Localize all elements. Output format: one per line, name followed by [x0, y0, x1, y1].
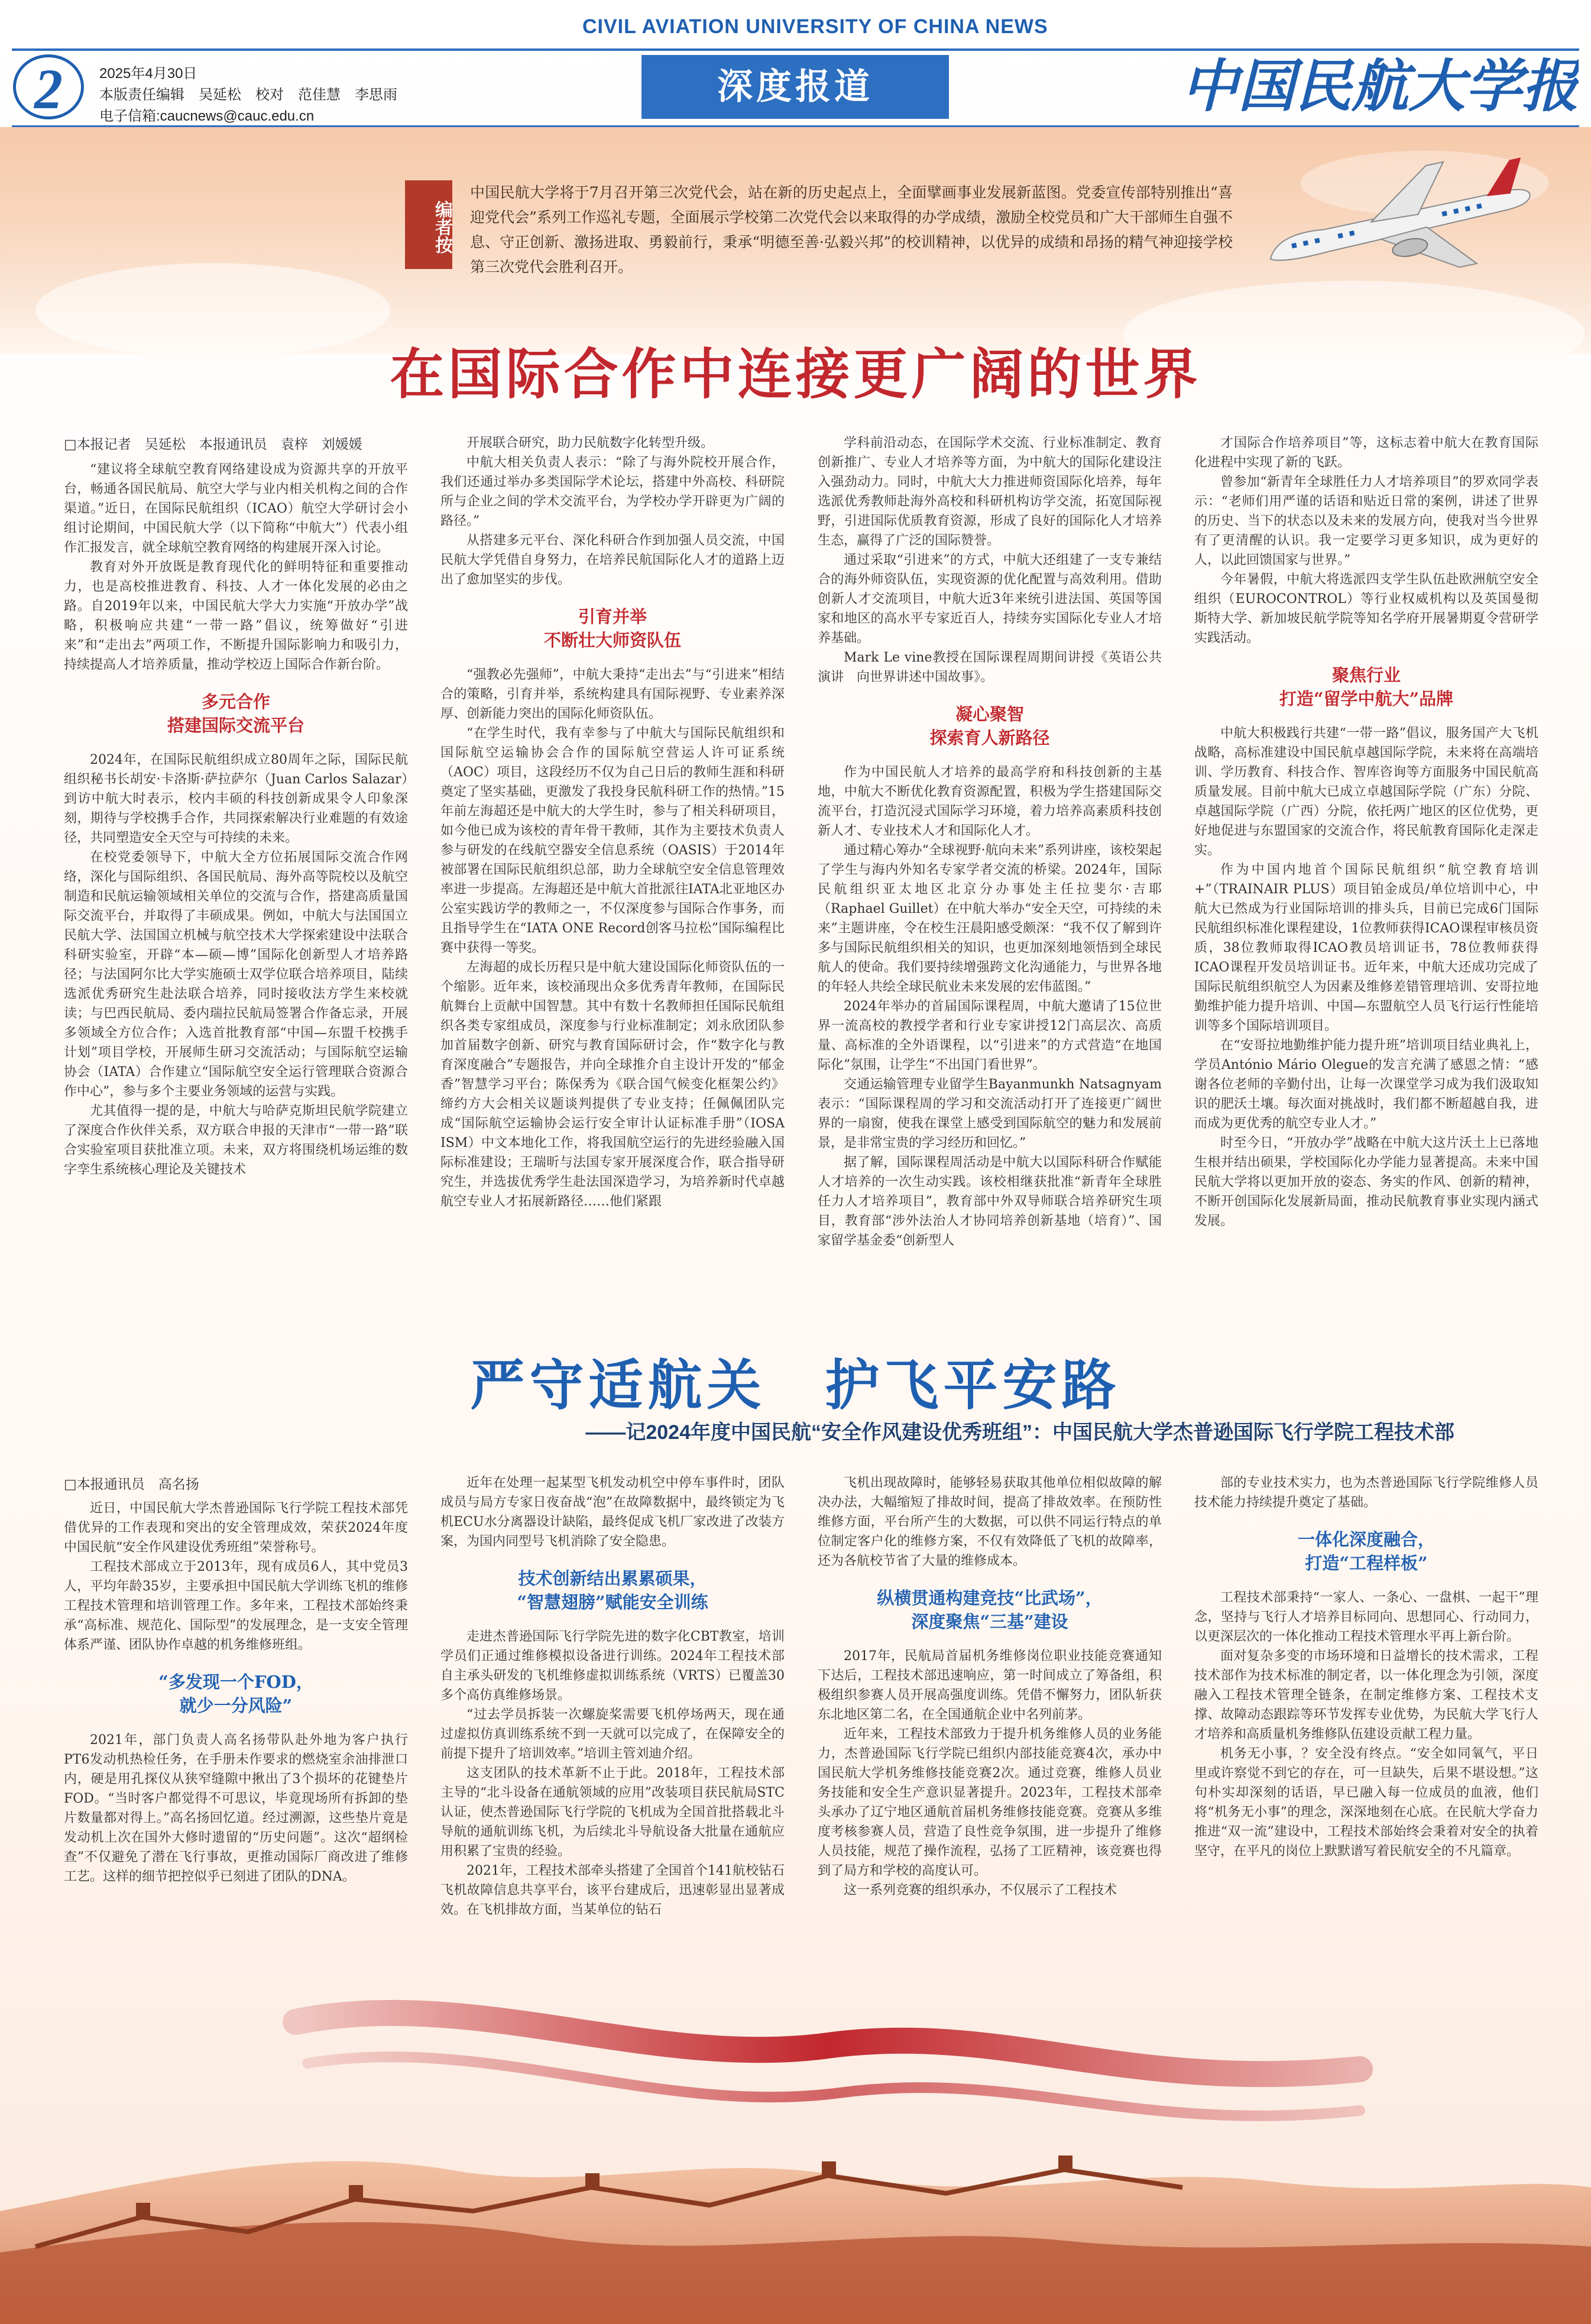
article2-subheading2: 技术创新结出累累硕果， “智慧翅膀”赋能安全训练	[517, 1568, 708, 1612]
paragraph: 据了解，国际课程周活动是中航大以国际科研合作赋能人才培养的一次生动实践。该校相继获批准“新青年全球胜任力人才培养项目”，教育部中外双导师联合培养研究生项目，教育部“涉外法治人才协同培养创新基地（培育）”、国家留学基金委“创新型人	[818, 1155, 1162, 1248]
article2-headline: 严守适航关 护飞平安路	[470, 1353, 1121, 1417]
paragraph: 中航大相关负责人表示：“除了与海外院校开展合作，我们还通过举办多类国际学术论坛，搭建中外高校、科研院所与企业之间的学术交流平台，为学校办学开辟更为广阔的路径。”	[440, 455, 785, 529]
paragraph: 交通运输管理专业留学生Bayanmunkh Natsagnyam表示：“国际课程周的学习和交流活动打开了连接更广阔世界的一扇窗，使我在课堂上感受到国际航空的魅力和发展前景，是非常宝贵的学习经历和回忆。”	[818, 1077, 1162, 1150]
paragraph: 曾参加“新青年全球胜任力人才培养项目”的罗欢同学表示：“老师们用严谨的话语和贴近日常的案例，讲述了世界的历史、当下的状态以及未来的发展方向，使我对当今世界有了更清醒的认识。我一定要学习更多知识，成为更好的人，以此回馈国家与世界。”	[1194, 475, 1538, 568]
article1-headline: 在国际合作中连接更广阔的世界	[390, 342, 1201, 406]
paragraph: 今年暑假，中航大将选派四支学生队伍赴欧洲航空安全组织（EUROCONTROL）等行业权威机构以及英国曼彻斯特大学、新加坡民航学院等知名学府开展暑期夏令营研学实践活动。	[1194, 572, 1538, 646]
article1-column1	[64, 460, 408, 1179]
ribbon-decoration	[296, 2013, 1360, 2116]
paragraph: 学科前沿动态，在国际学术交流、行业标准制定、教育创新推广、专业人才培养等方面，为中航大的国际化建设注入强劲动力。同时，中航大大力推进师资国际化培养，每年选派优秀教师赴海外高校和科研机构访学交流，拓宽国际视野，引进国际优质教育资源，形成了良好的国际化人才培养生态，赢得了广泛的国际赞誉。	[818, 436, 1162, 548]
article2-column1	[64, 1499, 408, 1887]
article2-subheading4: 一体化深度融合， 打造“工程样板”	[1297, 1529, 1435, 1573]
paragraph: 2024年举办的首届国际课程周，中航大邀请了15位世界一流高校的教授学者和行业专家讲授12门高层次、高质量、高标准的全外语课程，以“引进来”的方式营造“在地国际化”氛围，让学生“不出国门看世界”。	[818, 999, 1162, 1072]
paragraph: 近日，中国民航大学杰普逊国际飞行学院工程技术部凭借优异的工作表现和突出的安全管理成效，荣获2024年度中国民航“安全作风建设优秀班组”荣誉称号。	[64, 1501, 408, 1555]
paragraph: “强教必先强师”，中航大秉持“走出去”与“引进来”相结合的策略，引育并举，系统构建具有国际视野、专业素养深厚、创新能力突出的国际化师资队伍。	[440, 667, 785, 721]
article1-byline: □本报记者 吴延松 本报通讯员 袁梓 刘媛媛	[64, 437, 362, 452]
editor-note-label: 编者按	[405, 180, 452, 269]
paragraph: 作为中国内地首个国际民航组织“航空教育培训+”（TRAINAIR PLUS）项目铂金成员/单位培训中心，中航大已然成为行业国际培训的排头兵，目前已完成6门国际民航组织标准化课程建设，1位教师获得ICAO课程审核员资质，38位教师取得ICAO教员培训证书，78位教师获得ICAO课程开发员培训证书。近年来，中航大还成功完成了国际民航组织航空人为因素及维修差错管理培训、安哥拉地勤维护能力提升培训、中国—东盟航空人员飞行运行性能培训等多个国际培训项目。	[1194, 863, 1538, 1033]
paragraph: 工程技术部秉持“一家人、一条心、一盘棋、一起干”理念，坚持与飞行人才培养目标同向、思想同心、行动同力，以更深层次的一体化推动工程技术管理水平再上新台阶。	[1194, 1590, 1538, 1644]
article1-subheading2: 引育并举 不断壮大师资队伍	[543, 607, 681, 650]
article2-subheading1: “多发现一个FOD， 就少一分风险”	[158, 1672, 313, 1716]
article2-subheadline: ——记2024年度中国民航“安全作风建设优秀班组”：中国民航大学杰普逊国际飞行学院工程技术部	[585, 1421, 1454, 1444]
contact-email[interactable]: 电子信箱:caucnews@cauc.edu.cn	[99, 108, 315, 124]
paragraph: 才国际合作培养项目”等，这标志着中航大在教育国际化进程中实现了新的飞跃。	[1194, 436, 1538, 470]
article1-column2	[440, 433, 785, 1211]
editor-credits: 本版责任编辑 吴延松 校对 范佳慧 李思雨	[99, 87, 397, 103]
paragraph: 2024年，在国际民航组织成立80周年之际，国际民航组织秘书长胡安·卡洛斯·萨拉萨尔（Juan Carlos Salazar）到访中航大时表示，校内丰硕的科技创新成果令人印象深刻，期待与学校携手合作，共同探索解决行业难题的有效途径，共同塑造安全天空与可持续的未来。	[64, 753, 408, 845]
paragraph: 通过采取“引进来”的方式，中航大还组建了一支专兼结合的海外师资队伍，实现资源的优化配置与高效利用。借助创新人才交流项目，中航大近3年来统引进法国、英国等国家和地区的高水平专家近百人，持续夯实国际化专业人才培养基础。	[818, 553, 1162, 646]
paragraph: 2017年，民航局首届机务维修岗位职业技能竞赛通知下达后，工程技术部迅速响应，第一时间成立了筹备组，积极组织参赛人员开展高强度训练。凭借不懈努力，团队斩获东北地区第二名，在全国通航企业中名列前茅。	[818, 1649, 1162, 1722]
paragraph: “过去学员拆装一次螺旋桨需要飞机停场两天，现在通过虚拟仿真训练系统不到一天就可以完成了，在保障安全的前提下提升了培训效率。”培训主管刘迪介绍。	[440, 1707, 785, 1761]
paragraph: 作为中国民航人才培养的最高学府和科技创新的主基地，中航大不断优化教育资源配置，积极为学生搭建国际交流平台，打造沉浸式国际学习环境，着力培养高素质科技创新人才、专业技术人才和国际化人才。	[818, 765, 1162, 838]
paragraph: 2021年，工程技术部牵头搭建了全国首个141航校钻石飞机故障信息共享平台，该平台建成后，迅速彰显出显著成效。在飞机排故方面，当某单位的钻石	[440, 1863, 785, 1917]
great-wall-illustration	[0, 1998, 1591, 2324]
paragraph: 左海超的成长历程只是中航大建设国际化师资队伍的一个缩影。近年来，该校涌现出众多优秀青年教师，在国际民航舞台上贡献中国智慧。其中有数十名教师担任国际民航组织各类专家组成员，深度参与行业标准制定；刘永欣团队参加首届数字创新、研究与教育国际研讨会，作“数字化与教育深度融合”专题报告，并向全球推介自主设计开发的“郁金香”智慧学习平台；陈保秀为《联合国气候变化框架公约》缔约方大会相关议题谈判提供了专业支持；任佩佩团队完成“国际航空运输协会运行安全审计认证标准手册”（IOSA ISM）中文本地化工作，将我国航空运行的先进经验融入国际标准建设；王瑞昕与法国专家开展深度合作，联合指导研究生，并选拔优秀学生赴法国深造学习，为培养新时代卓越航空专业人才拓展新路径……他们紧跟	[440, 960, 785, 1209]
article1-subheading3: 凝心聚智 探索育人新路径	[929, 704, 1050, 748]
paragraph: 在“安哥拉地勤维护能力提升班”培训项目结业典礼上，学员António Mário Olegue的发言充满了感恩之情：“感谢各位老师的辛勤付出，让每一次课堂学习成为我们汲取知识的肥沃土壤。每次面对挑战时，我们都不断超越自我，进而成为更优秀的航空专业人才。”	[1194, 1038, 1538, 1131]
article1-subheading1: 多元合作 搭建国际交流平台	[167, 692, 304, 735]
paragraph: 尤其值得一提的是，中航大与哈萨克斯坦民航学院建立了深度合作伙伴关系，双方联合申报的天津市“一带一路”联合实验室项目获批准立项。未来，双方将围绕机场运维的数字孪生系统核心理论及关键技术	[64, 1104, 408, 1177]
editor-note-text: 中国民航大学将于7月召开第三次党代会，站在新的历史起点上，全面擘画事业发展新蓝图。党委宣传部特别推出“喜迎党代会”系列工作巡礼专题，全面展示学校第二次党代会以来取得的办学成绩，激励全校党员和广大干部师生自强不息、守正创新、激扬进取、勇毅前行，秉承“明德至善·弘毅兴邦”的校训精神，以优异的成绩和昂扬的精气神迎接学校第三次党代会胜利召开。	[470, 184, 1233, 275]
paragraph: 中航大积极践行共建“一带一路”倡议，服务国产大飞机战略，高标准建设中国民航卓越国际学院，未来将在高端培训、学历教育、科技合作、智库咨询等方面服务中国民航高质量发展。目前中航大已成立卓越国际学院（广东）分院、卓越国际学院（广西）分院，依托两广地区的区位优势，更好地促进与东盟国家的交流合作，将民航教育国际化走深走实。	[1194, 726, 1538, 858]
paragraph: 2021年，部门负责人高名扬带队赴外地为客户执行PT6发动机热检任务，在手册未作要求的燃烧室余油排泄口内，硬是用孔探仪从狭窄缝隙中揪出了3个损坏的花键垫片FOD。“当时客户都觉得不可思议，毕竟现场所有拆卸的垫片数量都对得上。”高名扬回忆道。经过溯源，这些垫片竟是发动机上次在国外大修时遗留的“历史问题”。这次“超纲检查”不仅避免了潜在飞行事故，更推动国际厂商改进了维修工艺。这样的细节把控似乎已刻进了团队的DNA。	[64, 1733, 408, 1884]
paragraph: 通过精心筹办“全球视野·航向未来”系列讲座，该校架起了学生与海内外知名专家学者交流的桥梁。2024年，国际民航组织亚太地区北京分办事处主任拉斐尔·吉耶（Raphael Guillet）在中航大举办“安全天空，可持续的未来”主题讲座，令在校生汪晨阳感受颇深：“我不仅了解到许多与国际民航组织相关的知识，也更加深刻地领悟到全球民航人的使命。我们要持续增强跨文化沟通能力，与世界各地的年轻人共绘全球民航业未来发展的宏伟蓝图。”	[818, 843, 1162, 994]
page-number: 2	[13, 54, 84, 119]
paragraph: “建议将全球航空教育网络建设成为资源共享的开放平台，畅通各国民航局、航空大学与业内相关机构之间的合作渠道。”近日，在国际民航组织（ICAO）航空大学研讨会小组讨论期间，中国民航大学（以下简称“中航大”）代表小组作汇报发言，就全球航空教育网络的构建展开深入讨论。	[64, 462, 408, 555]
article2-subheading3: 纵横贯通构建竞技“比武场”， 深度聚焦“三基”建设	[877, 1588, 1103, 1632]
paragraph: 部的专业技术实力，也为杰普逊国际飞行学院维修人员技术能力持续提升奠定了基础。	[1194, 1476, 1538, 1510]
paragraph: 近年来，工程技术部致力于提升机务维修人员的业务能力，杰普逊国际飞行学院已组织内部技能竞赛4次，承办中国民航大学机务维修技能竞赛2次。通过竞赛，维修人员业务技能和安全生产意识显著提升。2023年，工程技术部牵头承办了辽宁地区通航首届机务维修技能竞赛。竞赛从多维度考核参赛人员，营造了良性竞争氛围，进一步提升了维修人员技能，规范了操作流程，弘扬了工匠精神，该竞赛也得到了局方和学校的高度认可。	[818, 1727, 1162, 1878]
paragraph: 在校党委领导下，中航大全方位拓展国际交流合作网络，深化与国际组织、各国民航局、海外高等院校以及航空制造和民航运输领域相关单位的交流与合作，搭建高质量国际交流平台，并取得了丰硕成果。例如，中航大与法国国立民航大学、法国国立机械与航空技术大学探索建设中法联合科研实验室，开辟“本—硕—博”国际化创新型人才培养路径；与法国阿尔比大学实施硕士双学位联合培养项目，陆续选派优秀研究生赴法联合培养，同时接收法方学生来校就读；与巴西民航局、委内瑞拉民航局签署合作备忘录，开展多领域全方位合作；入选首批教育部“中国—东盟千校携手计划”项目学校，开展师生研习交流活动；与国际航空运输协会（IATA）合作建立“国际航空安全运行管理联合资源合作中心”，参与多个主要业务领域的运营与实践。	[64, 850, 408, 1099]
paragraph: 这一系列竞赛的组织承办，不仅展示了工程技术	[844, 1883, 1117, 1898]
paragraph: Mark Le vine教授在国际课程周期间讲授《英语公共演讲 向世界讲述中国故事》。	[818, 650, 1162, 685]
paragraph: 机务无小事，？安全没有终点。“安全如同氧气，平日里或许察觉不到它的存在，可一旦缺失，后果不堪设想。”这句朴实却深刻的话语，早已融入每一位成员的血液，他们将“机务无小事”的理念，深深地刻在心底。在民航大学奋力推进“双一流”建设中，工程技术部始终会秉着对安全的执着坚守，在平凡的岗位上默默谱写着民航安全的不凡篇章。	[1194, 1746, 1538, 1859]
paragraph: 工程技术部成立于2013年，现有成员6人，其中党员3人，平均年龄35岁，主要承担中国民航大学训练飞机的维修工程技术管理和培训管理工作。多年来，工程技术部始终秉承“高标准、规范化、国际型”的发展理念，是一支安全管理体系严谨、团队协作卓越的机务维修班组。	[64, 1560, 408, 1652]
paper-name: 中国民航大学报	[1181, 53, 1579, 119]
paragraph: 从搭建多元平台、深化科研合作到加强人员交流，中国民航大学凭借自身努力，在培养民航国际化人才的道路上迈出了愈加坚实的步伐。	[440, 533, 785, 587]
airplane-illustration	[1230, 145, 1549, 293]
issue-date: 2025年4月30日	[99, 66, 197, 82]
article2-column2	[440, 1473, 785, 1920]
paragraph: 走进杰普逊国际飞行学院先进的数字化CBT教室，培训学员们正通过维修模拟设备进行训练。2024年工程技术部自主承头研发的飞机维修虚拟训练系统（VRTS）已覆盖30多个高仿真维修场景。	[440, 1629, 785, 1703]
english-masthead: CIVIL AVIATION UNIVERSITY OF CHINA NEWS	[582, 15, 1048, 38]
paragraph: 近年在处理一起某型飞机发动机空中停车事件时，团队成员与局方专家日夜奋战“泡”在故障数据中，最终锁定为飞机ECU水分离器设计缺陷，最终促成飞机厂家改进了改装方案，为国内同型号飞机消除了安全隐患。	[440, 1476, 785, 1549]
article2-column4	[1194, 1473, 1538, 1861]
article2-byline: □本报通讯员 高名扬	[64, 1477, 199, 1492]
paragraph: 教育对外开放既是教育现代化的鲜明特征和重要推动力，也是高校推进教育、科技、人才一体化发展的必由之路。自2019年以来，中国民航大学大力实施“开放办学”战略，积极响应共建“一带一路”倡议，统筹做好“引进来”和“走出去”两项工作，不断提升国际影响力和吸引力，持续提高人才培养质量，推动学校迈上国际合作新台阶。	[64, 560, 408, 672]
paragraph: 这支团队的技术革新不止于此。2018年，工程技术部主导的“北斗设备在通航领域的应用”改装项目获民航局STC认证，使杰普逊国际飞行学院的飞机成为全国首批搭载北斗导航的通航训练飞机，为后续北斗导航设备大批量在通航应用积累了宝贵的经验。	[440, 1766, 785, 1859]
paragraph: “在学生时代，我有幸参与了中航大与国际民航组织和国际航空运输协会合作的国际航空营运人许可证系统（AOC）项目，这段经历不仅为自己日后的教师生涯和科研奠定了坚实基础，更激发了我投身民航科研工作的热情。”15年前左海超还是中航大的大学生时，参与了相关科研项目，如今他已成为该校的青年骨干教师，其作为主要技术负责人参与研发的在线航空器安全信息系统（OASIS）于2014年被部署在国际民航组织总部，助力全球航空安全信息管理效率进一步提高。左海超还是中航大首批派往IATA北亚地区办公室实践访学的教师之一，不仅深度参与国际合作事务，而且指导学生在“IATA ONE Record创客马拉松”国际编程比赛中获得一等奖。	[440, 726, 785, 955]
article1-subheading4: 聚焦行业 打造“留学中航大”品牌	[1279, 665, 1454, 709]
paragraph: 飞机出现故障时，能够轻易获取其他单位相似故障的解决办法，大幅缩短了排故时间，提高了排故效率。在预防性维修方面，平台所产生的大数据，可以供不同运行特点的单位制定客户化的维修方案，不仅有效降低了飞机的故障率，还为各航校节省了大量的维修成本。	[818, 1476, 1162, 1568]
article1-column3	[818, 433, 1162, 1250]
paragraph: 面对复杂多变的市场环境和日益增长的技术需求，工程技术部作为技术标准的制定者，以一体化理念为引领，深度融入工程技术管理全链条，在制定维修方案、工程技术支撑、故障动态跟踪等环节发挥专业优势，为民航大学飞行人才培养和高质量机务维修队伍建设贡献工程力量。	[1194, 1649, 1538, 1742]
section-banner: 深度报道	[641, 55, 949, 119]
article1-column4	[1194, 433, 1538, 1231]
paragraph: 开展联合研究，助力民航数字化转型升级。	[466, 436, 714, 450]
paragraph: 时至今日，“开放办学”战略在中航大这片沃土上已落地生根并结出硕果，学校国际化办学能力显著提高。未来中国民航大学将以更加开放的姿态、务实的作风、创新的精神，不断开创国际化发展新局面，推动民航教育事业实现内涵式发展。	[1194, 1136, 1538, 1229]
article2-column3	[818, 1473, 1162, 1900]
